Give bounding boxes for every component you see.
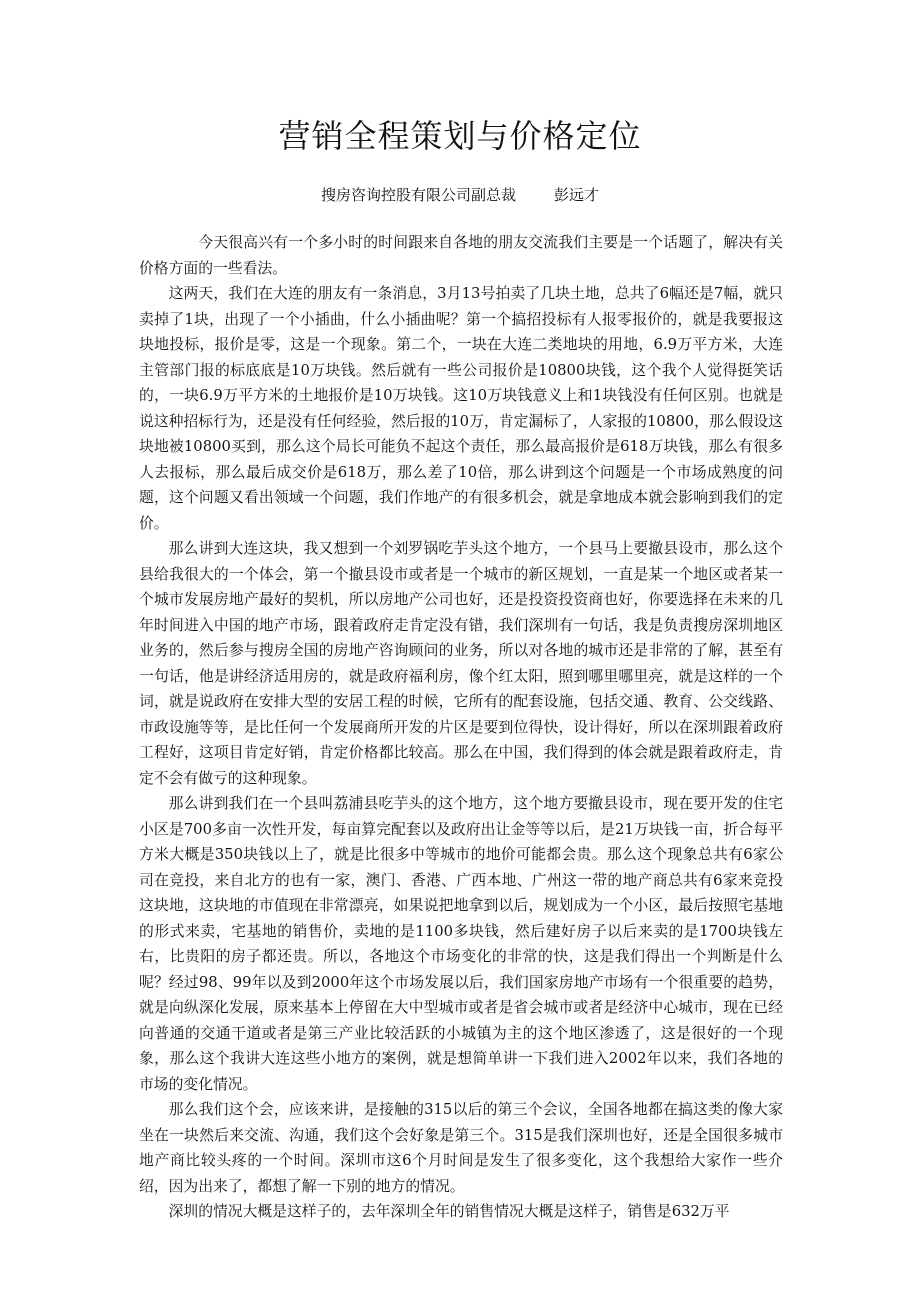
paragraph-6: 深圳的情况大概是这样子的，去年深圳全年的销售情况大概是这样子，销售是632万平 <box>168 1203 730 1220</box>
byline-org: 搜房咨询控股有限公司副总裁 <box>320 186 516 204</box>
paragraph-3: 那么讲到大连这块，我又想到一个刘罗锅吃芋头这个地方，一个县马上要撤县设市，那么这个县给我很大的一个体会，第一个撤县设市或者是一个城市的新区规划，一直是某一个地区或者某一个城市发展房地产最好的契机，所以房地产公司也好，还是投资投资商也好，你要选择在未来的几年时间进入中国的地产市场，跟着政府走肯定没有错，我们深圳有一句话，我是负责搜房深圳地区业务的，然后参与搜房全国的房地产咨询顾问的业务，所以对各地的城市还是非常的了解，甚至有一句话，他是讲经济适用房的，就是政府福利房，像个红太阳，照到哪里哪里亮，就是这样的一个词，就是说政府在安排大型的安居工程的时候，它所有的配套设施，包括交通、教育、公交线路、市政设施等等，是比任何一个发展商所开发的片区是要到位得快，设计得好，所以在深圳跟着政府工程好，这项目肯定好销，肯定价格都比较高。那么在中国，我们得到的体会就是跟着政府走，肯定不会有做亏的这种现象。 <box>139 540 783 787</box>
body-text <box>139 230 783 1225</box>
paragraph-4: 那么讲到我们在一个县叫荔浦县吃芋头的这个地方，这个地方要撤县设市，现在要开发的住宅小区是700多亩一次性开发，每亩算完配套以及政府出让金等等以后，是21万块钱一亩，折合每平方米大概是350块钱以上了，就是比很多中等城市的地价可能都会贵。那么这个现象总共有6家公司在竞投，来自北方的也有一家，澳门、香港、广西本地、广州这一带的地产商总共有6家来竞投这块地，这块地的市值现在非常漂亮，如果说把地拿到以后，规划成为一个小区，最后按照宅基地的形式来卖，宅基地的销售价，卖地的是1100多块钱，然后建好房子以后来卖的是1700块钱左右，比贵阳的房子都还贵。所以，各地这个市场变化的非常的快，这是我们得出一个判断是什么呢？经过98、99年以及到2000年这个市场发展以后，我们国家房地产市场有一个很重要的趋势，就是向纵深化发展，原来基本上停留在大中型城市或者是省会城市或者是经济中心城市，现在已经向普通的交通干道或者是第三产业比较活跃的小城镇为主的这个地区渗透了，这是很好的一个现象，那么这个我讲大连这些小地方的案例，就是想简单讲一下我们进入2002年以来，我们各地的市场的变化情况。 <box>139 795 783 1093</box>
paragraph-1: 今天很高兴有一个多小时的时间跟来自各地的朋友交流我们主要是一个话题了，解决有关价格方面的一些看法。 <box>139 234 783 277</box>
byline <box>0 183 920 207</box>
document-title: 营销全程策划与价格定位 <box>278 117 642 155</box>
paragraph-2: 这两天，我们在大连的朋友有一条消息，3月13号拍卖了几块土地，总共了6幅还是7幅，就只卖掉了1块，出现了一个小插曲，什么小插曲呢？第一个搞招投标有人报零报价的，就是我要报这块地投标，报价是零，这是一个现象。第二个，一块在大连二类地块的用地，6.9万平方米，大连主管部门报的标底底是10万块钱。然后就有一些公司报价是10800块钱，这个我个人觉得挺笑话的，一块6.9万平方米的土地报价是10万块钱。这10万块钱意义上和1块钱没有任何区别。也就是说这种招标行为，还是没有任何经验，然后报的10万，肯定漏标了，人家报的10800，那么假设这块地被10800买到，那么这个局长可能负不起这个责任，那么最高报价是618万块钱，那么有很多人去报标，那么最后成交价是618万，那么差了10倍，那么讲到这个问题是一个市场成熟度的问题，这个问题又看出领域一个问题，我们作地产的有很多机会，就是拿地成本就会影响到我们的定价。 <box>139 285 783 532</box>
paragraph-5: 那么我们这个会，应该来讲，是接触的315以后的第三个会议，全国各地都在搞这类的像大家坐在一块然后来交流、沟通，我们这个会好象是第三个。315是我们深圳也好，还是全国很多城市地产商比较头疼的一个时间。深圳市这6个月时间是发生了很多变化，这个我想给大家作一些介绍，因为出来了，都想了解一下别的地方的情况。 <box>139 1101 783 1195</box>
byline-name: 彭远才 <box>554 186 600 204</box>
